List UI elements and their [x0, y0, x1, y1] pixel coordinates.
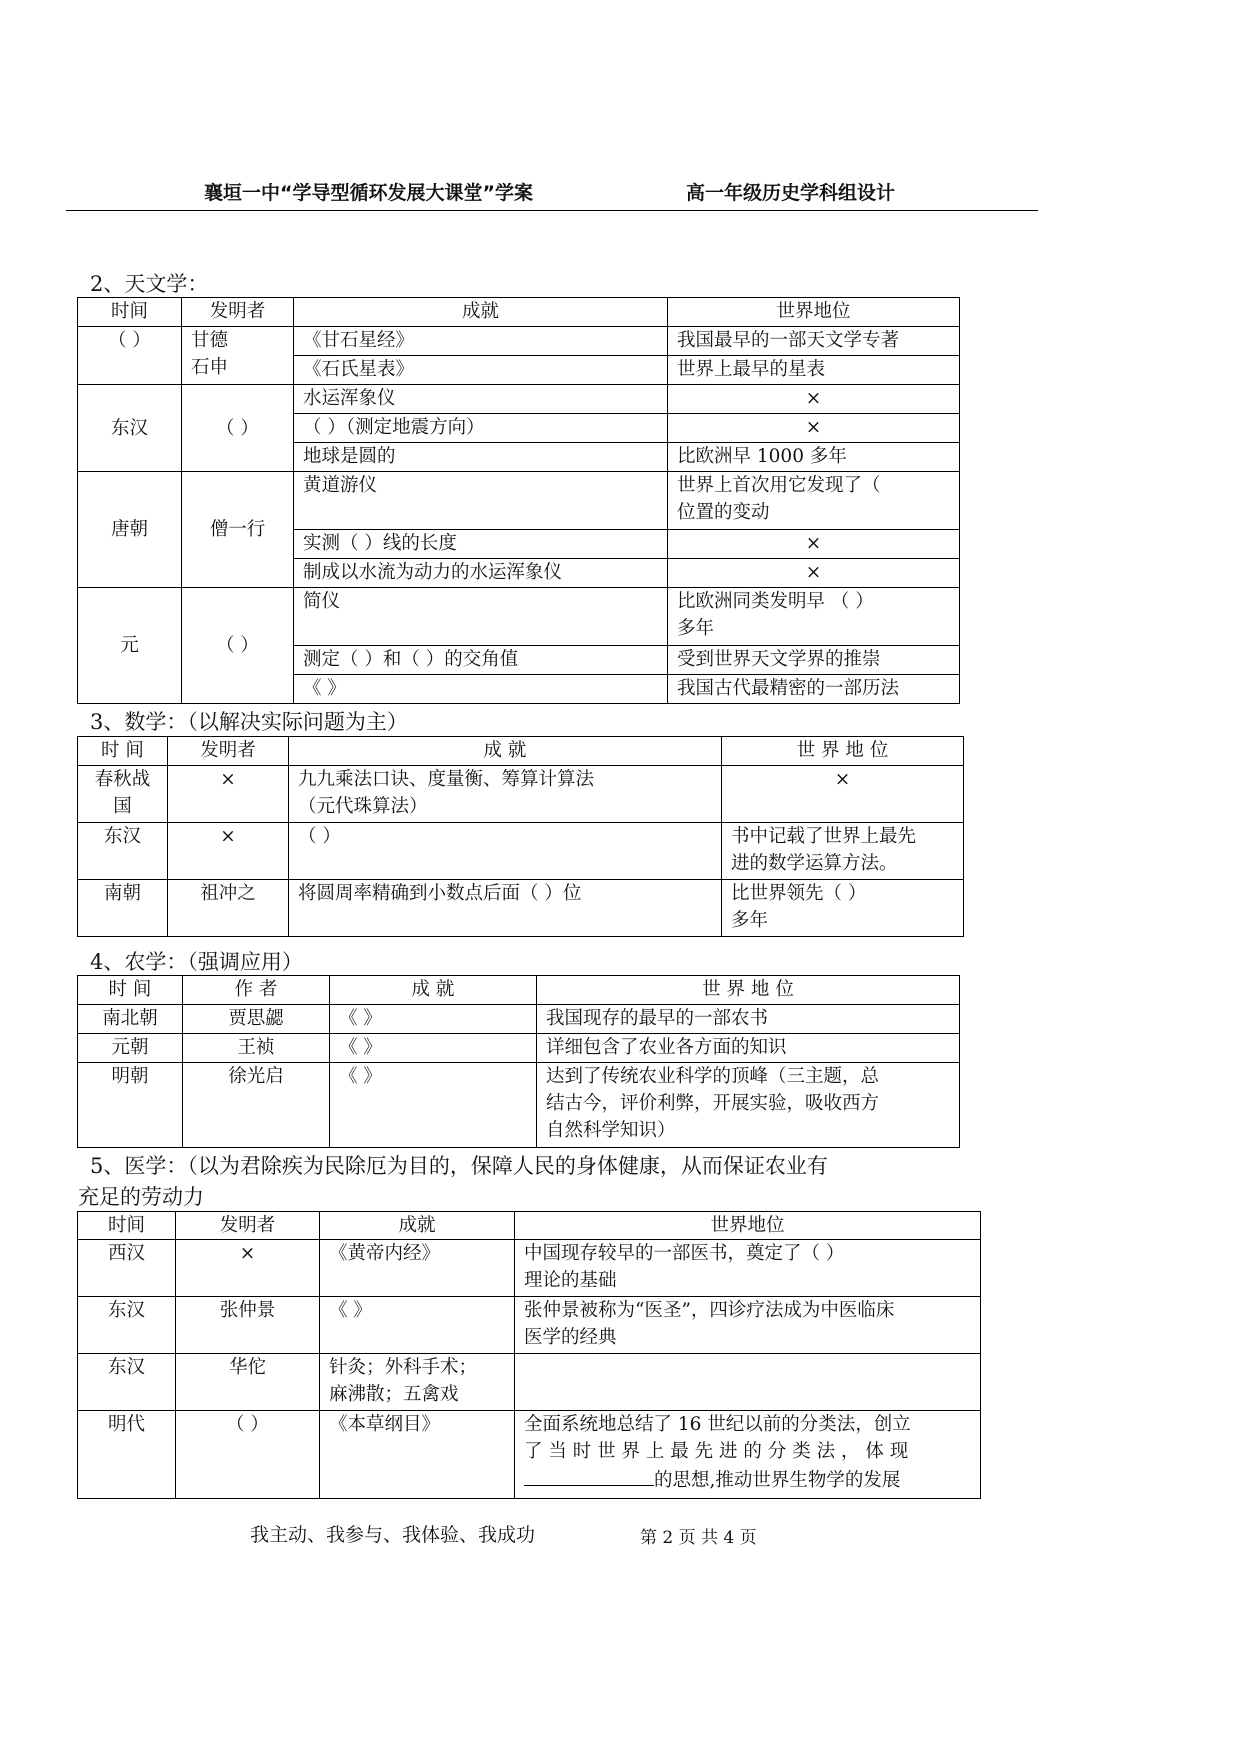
position-cell: ×: [668, 414, 960, 443]
math-table: [77, 736, 964, 937]
time-cell: 明代: [78, 1411, 176, 1499]
achievement-cell: 简仪: [294, 588, 668, 646]
achievement-cell: （ ）: [289, 823, 722, 880]
position-cell: 书中记载了世界上最先 进的数学运算方法。: [722, 823, 964, 880]
inventor-cell: （ ）: [182, 385, 294, 472]
table-row: [78, 385, 960, 414]
inventor-cell: 祖冲之: [168, 880, 289, 937]
achievement-cell: （ ）（测定地震方向）: [294, 414, 668, 443]
header-cell: 发明者: [176, 1212, 320, 1240]
table-row: [78, 1411, 981, 1499]
achievement-cell: 《 》: [330, 1005, 537, 1034]
time-cell: 东汉: [78, 1354, 176, 1411]
position-cell: 比世界领先（ ） 多年: [722, 880, 964, 937]
table-row: [78, 1005, 960, 1034]
inventor-cell: ×: [168, 766, 289, 823]
achievement-cell: 黄道游仪: [294, 472, 668, 530]
achievement-cell: 《 》: [294, 675, 668, 704]
time-cell: 明朝: [78, 1063, 183, 1148]
achievement-cell: 《本草纲目》: [320, 1411, 515, 1499]
author-cell: 贾思勰: [183, 1005, 330, 1034]
position-cell: 我国最早的一部天文学专著: [668, 327, 960, 356]
table-row: [78, 823, 964, 880]
time-cell: 春秋战 国: [78, 766, 168, 823]
inventor-cell: （ ）: [182, 588, 294, 704]
table-row: [78, 1034, 960, 1063]
achievement-cell: 水运浑象仪: [294, 385, 668, 414]
time-cell: 唐朝: [78, 472, 182, 588]
position-cell: ×: [722, 766, 964, 823]
achievement-cell: 地球是圆的: [294, 443, 668, 472]
achievement-cell: 《石氏星表》: [294, 356, 668, 385]
position-cell: 达到了传统农业科学的顶峰（三主题，总 结古今，评价利弊，开展实验，吸收西方 自然科学知识）: [537, 1063, 960, 1148]
astronomy-table: [77, 297, 960, 704]
time-cell: 东汉: [78, 823, 168, 880]
header-cell: 世界地位: [515, 1212, 981, 1240]
inventor-cell: ×: [176, 1240, 320, 1297]
achievement-cell: 《 》: [330, 1063, 537, 1148]
position-cell: 我国古代最精密的一部历法: [668, 675, 960, 704]
position-cell: ×: [668, 559, 960, 588]
math-section-title: 3、数学：（以解决实际问题为主）: [90, 710, 408, 734]
achievement-cell: 九九乘法口诀、度量衡、筹算计算法 （元代珠算法）: [289, 766, 722, 823]
achievement-cell: 《 》: [320, 1297, 515, 1354]
header-cell: 世 界 地 位: [722, 737, 964, 766]
position-cell: 世界上首次用它发现了（ 位置的变动: [668, 472, 960, 530]
inventor-cell: （ ）: [176, 1411, 320, 1499]
medicine-section-title-continued: 充足的劳动力: [78, 1185, 204, 1209]
header-school-title: 襄垣一中“学导型循环发展大课堂”学案: [204, 182, 533, 204]
agriculture-table: [77, 975, 960, 1148]
table-header-row: [78, 737, 964, 766]
table-header-row: [78, 976, 960, 1005]
header-cell: 作 者: [183, 976, 330, 1005]
position-cell: 比欧洲早 1000 多年: [668, 443, 960, 472]
table-row: [78, 472, 960, 530]
achievement-cell: 《 》: [330, 1034, 537, 1063]
time-cell: 元: [78, 588, 182, 704]
header-cell: 成就: [320, 1212, 515, 1240]
header-cell: 发明者: [168, 737, 289, 766]
inventor-cell: ×: [168, 823, 289, 880]
achievement-cell: 实测（ ）线的长度: [294, 530, 668, 559]
header-department: 高一年级历史学科组设计: [686, 182, 896, 204]
achievement-cell: 针灸；外科手术； 麻沸散；五禽戏: [320, 1354, 515, 1411]
position-cell: 中国现存较早的一部医书，奠定了（ ） 理论的基础: [515, 1240, 981, 1297]
position-cell: ×: [668, 385, 960, 414]
time-cell: 南北朝: [78, 1005, 183, 1034]
footer-motto: 我主动、我参与、我体验、我成功: [250, 1524, 536, 1546]
time-cell: 东汉: [78, 1297, 176, 1354]
inventor-cell: 僧一行: [182, 472, 294, 588]
position-cell: [515, 1354, 981, 1411]
time-cell: （ ）: [78, 327, 182, 385]
medicine-table: [77, 1211, 981, 1499]
table-row: [78, 1354, 981, 1411]
author-cell: 徐光启: [183, 1063, 330, 1148]
position-cell: 受到世界天文学界的推崇: [668, 646, 960, 675]
inventor-cell: 甘德 石申: [182, 327, 294, 385]
achievement-cell: 将圆周率精确到小数点后面（ ）位: [289, 880, 722, 937]
header-cell: 世界地位: [668, 298, 960, 327]
position-cell: 张仲景被称为“医圣”，四诊疗法成为中医临床 医学的经典: [515, 1297, 981, 1354]
header-cell: 发明者: [182, 298, 294, 327]
time-cell: 元朝: [78, 1034, 183, 1063]
table-row: [78, 327, 960, 356]
table-header-row: [78, 1212, 981, 1240]
time-cell: 东汉: [78, 385, 182, 472]
author-cell: 王祯: [183, 1034, 330, 1063]
inventor-cell: 张仲景: [176, 1297, 320, 1354]
position-cell: 世界上最早的星表: [668, 356, 960, 385]
header-cell: 时 间: [78, 737, 168, 766]
position-cell: 我国现存的最早的一部农书: [537, 1005, 960, 1034]
header-cell: 成 就: [289, 737, 722, 766]
table-row: [78, 1297, 981, 1354]
position-cell: ×: [668, 530, 960, 559]
header-cell: 时间: [78, 1212, 176, 1240]
page-header: [66, 176, 1038, 211]
footer-page-number: 第 2 页 共 4 页: [640, 1528, 757, 1548]
header-cell: 时 间: [78, 976, 183, 1005]
header-cell: 时间: [78, 298, 182, 327]
agriculture-section-title: 4、农学：（强调应用）: [90, 950, 303, 974]
achievement-cell: 测定（ ）和（ ）的交角值: [294, 646, 668, 675]
achievement-cell: 《甘石星经》: [294, 327, 668, 356]
position-cell: 全面系统地总结了 16 世纪以前的分类法，创立 了 当 时 世 界 上 最 先 进 的 分 类 法 ， 体 现 的思想,推动世界生物学的发展: [515, 1411, 981, 1499]
table-row: [78, 880, 964, 937]
header-cell: 成就: [294, 298, 668, 327]
fill-in-blank: [524, 1465, 654, 1486]
medicine-section-title: 5、医学：（以为君除疾为民除厄为目的，保障人民的身体健康，从而保证农业有: [90, 1154, 828, 1178]
table-row: [78, 588, 960, 646]
table-row: [78, 1240, 981, 1297]
time-cell: 西汉: [78, 1240, 176, 1297]
position-cell: 详细包含了农业各方面的知识: [537, 1034, 960, 1063]
table-row: [78, 766, 964, 823]
time-cell: 南朝: [78, 880, 168, 937]
table-row: [78, 1063, 960, 1148]
header-cell: 世 界 地 位: [537, 976, 960, 1005]
position-cell: 比欧洲同类发明早 （ ） 多年: [668, 588, 960, 646]
table-header-row: [78, 298, 960, 327]
achievement-cell: 制成以水流为动力的水运浑象仪: [294, 559, 668, 588]
astronomy-section-title: 2、天文学：: [90, 272, 209, 296]
inventor-cell: 华佗: [176, 1354, 320, 1411]
header-cell: 成 就: [330, 976, 537, 1005]
achievement-cell: 《黄帝内经》: [320, 1240, 515, 1297]
